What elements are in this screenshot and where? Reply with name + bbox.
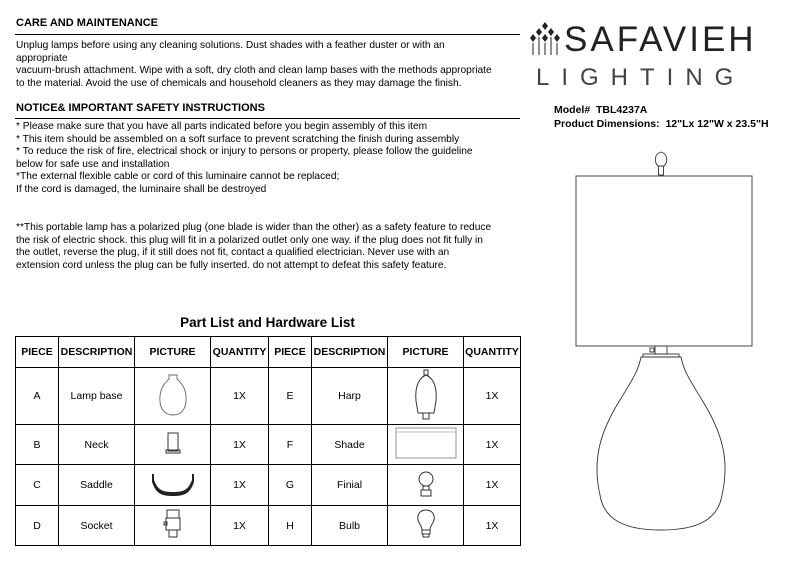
picture-cell [388,368,464,425]
quantity-cell: 1X [464,465,521,506]
piece-cell: H [269,506,312,546]
care-line: vacuum-brush attachment. Wipe with a soft, dry cloth and clean lamp bases with the methods appropriate [16,65,492,77]
piece-cell: E [269,368,312,425]
picture-cell [388,506,464,546]
plug-line: the risk of electric shock. this plug will fit in a polarized outlet only one way. if the plug does not fit fully in [16,234,483,246]
quantity-cell: 1X [464,506,521,546]
quantity-cell: 1X [211,506,269,546]
brand-name: SAFAVIEH [564,20,757,59]
logo-mark-icon [530,22,560,56]
picture-cell [135,506,211,546]
neck-icon [163,430,183,456]
header-picture: PICTURE [388,337,464,368]
header-description: DESCRIPTION [312,337,388,368]
lamp-base-icon [156,372,190,418]
description-cell: Socket [59,506,135,546]
dimensions-info [554,117,769,131]
picture-cell [135,425,211,465]
description-cell: Shade [312,425,388,465]
lamp-drawing-icon [570,150,760,535]
notice-text [16,121,473,197]
quantity-cell: 1X [211,368,269,425]
notice-line: * This item should be assembled on a soft surface to prevent scratching the finish during assembly [16,133,460,145]
description-cell: Neck [59,425,135,465]
description-cell: Finial [312,465,388,506]
table-row [16,506,521,546]
description-cell: Harp [312,368,388,425]
care-line: Unplug lamps before using any cleaning solutions. Dust shades with a feather duster or with an [16,40,445,51]
brand-logo [530,20,795,95]
care-line: to the material. Avoid the use of chemicals and household cleaners as they may damage the finish. [16,77,462,89]
notice-rule [15,118,520,119]
piece-cell: C [16,465,59,506]
quantity-cell: 1X [464,368,521,425]
table-row [16,368,521,425]
care-title: CARE AND MAINTENANCE [16,17,158,29]
header-piece: PIECE [16,337,59,368]
plug-text [16,222,491,272]
header-quantity: QUANTITY [211,337,269,368]
harp-icon [409,369,443,421]
notice-line: *The external flexible cable or cord of this luminaire cannot be replaced; [16,171,340,183]
notice-line: below for safe use and installation [16,158,170,170]
table-row [16,465,521,506]
bulb-icon [414,508,438,540]
socket-icon [162,508,184,540]
notice-line: * Please make sure that you have all parts indicated before you begin assembly of this item [16,121,428,132]
piece-cell: D [16,506,59,546]
parts-table [15,336,521,546]
care-line: appropriate [16,52,68,64]
notice-line: * To reduce the risk of fire, electrical shock or injury to persons or property, please follow the guideline [16,146,473,158]
header-quantity: QUANTITY [464,337,521,368]
table-header-row [16,337,521,368]
finial-icon [415,469,437,499]
quantity-cell: 1X [211,465,269,506]
header-piece: PIECE [269,337,312,368]
care-rule [15,34,520,35]
model-value: TBL4237A [596,104,648,116]
notice-line: If the cord is damaged, the luminaire shall be destroyed [16,183,267,195]
piece-cell: B [16,425,59,465]
description-cell: Lamp base [59,368,135,425]
picture-cell [135,465,211,506]
dimensions-label: Product Dimensions: [554,118,660,130]
piece-cell: G [269,465,312,506]
saddle-icon [148,470,198,498]
shade-icon [394,426,458,460]
piece-cell: A [16,368,59,425]
parts-title: Part List and Hardware List [180,315,355,330]
header-description: DESCRIPTION [59,337,135,368]
picture-cell [135,368,211,425]
care-text [16,40,492,90]
plug-line: the outlet, reverse the plug, if it still does not fit, contact a qualified electrician. Never use with an [16,247,450,259]
brand-sub: LIGHTING [536,64,746,91]
plug-line: **This portable lamp has a polarized plug (one blade is wider than the other) as a safety feature to reduce [16,222,492,233]
model-label: Model# [554,104,591,116]
header-picture: PICTURE [135,337,211,368]
dimensions-value: 12"Lx 12"W x 23.5"H [665,118,769,130]
plug-line: extension cord unless the plug can be fully inserted. do not attempt to defeat this safety feature. [16,259,447,271]
picture-cell [388,465,464,506]
picture-cell [388,425,464,465]
table-row [16,425,521,465]
model-info [554,103,647,117]
quantity-cell: 1X [211,425,269,465]
piece-cell: F [269,425,312,465]
description-cell: Saddle [59,465,135,506]
notice-title: NOTICE& IMPORTANT SAFETY INSTRUCTIONS [16,102,265,114]
quantity-cell: 1X [464,425,521,465]
description-cell: Bulb [312,506,388,546]
